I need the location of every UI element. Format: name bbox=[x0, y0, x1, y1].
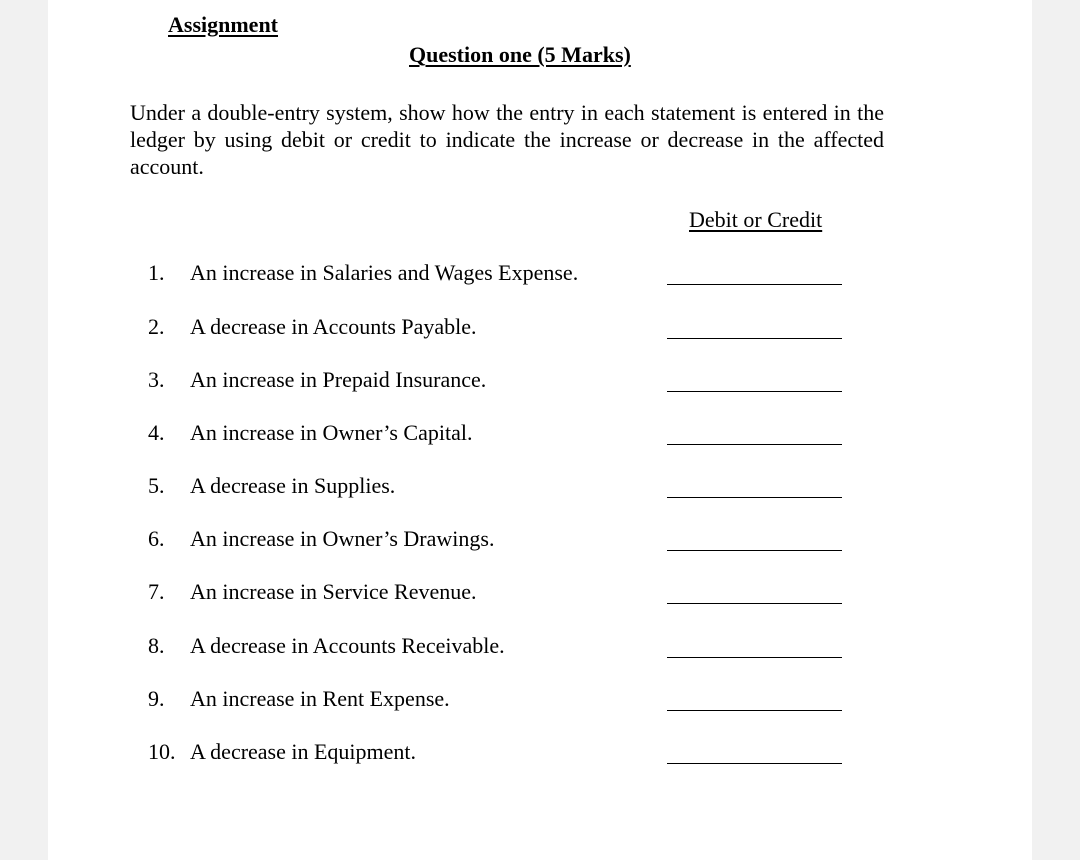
item-text: An increase in Rent Expense. bbox=[190, 686, 450, 711]
document-title: Assignment bbox=[168, 12, 279, 37]
question-item bbox=[48, 633, 1032, 663]
item-text: An increase in Service Revenue. bbox=[190, 579, 477, 604]
question-item bbox=[48, 686, 1032, 716]
answer-blank-line bbox=[667, 657, 842, 658]
item-number: 1. bbox=[148, 260, 165, 285]
instructions-paragraph: Under a double-entry system, show how the entry in each statement is entered in the ledger by using debit or credit to indicate the increase or decrease in the affected account. bbox=[130, 100, 884, 179]
item-text: An increase in Owner’s Capital. bbox=[190, 420, 473, 445]
item-text: A decrease in Accounts Receivable. bbox=[190, 633, 505, 658]
question-heading: Question one (5 Marks) bbox=[409, 42, 631, 67]
item-number: 10. bbox=[148, 739, 176, 764]
answer-blank-line bbox=[667, 284, 842, 285]
item-number: 5. bbox=[148, 473, 165, 498]
answer-blank-line bbox=[667, 710, 842, 711]
item-number: 8. bbox=[148, 633, 165, 658]
item-text: An increase in Prepaid Insurance. bbox=[190, 367, 487, 392]
question-item bbox=[48, 314, 1032, 344]
answer-blank-line bbox=[667, 391, 842, 392]
item-text: A decrease in Supplies. bbox=[190, 473, 396, 498]
answer-blank-line bbox=[667, 338, 842, 339]
answer-blank-line bbox=[667, 763, 842, 764]
debit-credit-column-header: Debit or Credit bbox=[689, 207, 823, 232]
question-item bbox=[48, 579, 1032, 609]
item-text: A decrease in Equipment. bbox=[190, 739, 417, 764]
item-number: 4. bbox=[148, 420, 165, 445]
item-text: An increase in Salaries and Wages Expense. bbox=[190, 260, 579, 285]
document-page bbox=[48, 0, 1032, 860]
answer-blank-line bbox=[667, 603, 842, 604]
answer-blank-line bbox=[667, 497, 842, 498]
question-item bbox=[48, 367, 1032, 397]
question-item bbox=[48, 739, 1032, 769]
item-text: A decrease in Accounts Payable. bbox=[190, 314, 477, 339]
answer-blank-line bbox=[667, 550, 842, 551]
question-item bbox=[48, 260, 1032, 290]
answer-blank-line bbox=[667, 444, 842, 445]
item-number: 7. bbox=[148, 579, 165, 604]
question-item bbox=[48, 526, 1032, 556]
item-number: 3. bbox=[148, 367, 165, 392]
item-number: 9. bbox=[148, 686, 165, 711]
question-item bbox=[48, 420, 1032, 450]
item-text: An increase in Owner’s Drawings. bbox=[190, 526, 495, 551]
question-item bbox=[48, 473, 1032, 503]
item-number: 6. bbox=[148, 526, 165, 551]
item-number: 2. bbox=[148, 314, 165, 339]
